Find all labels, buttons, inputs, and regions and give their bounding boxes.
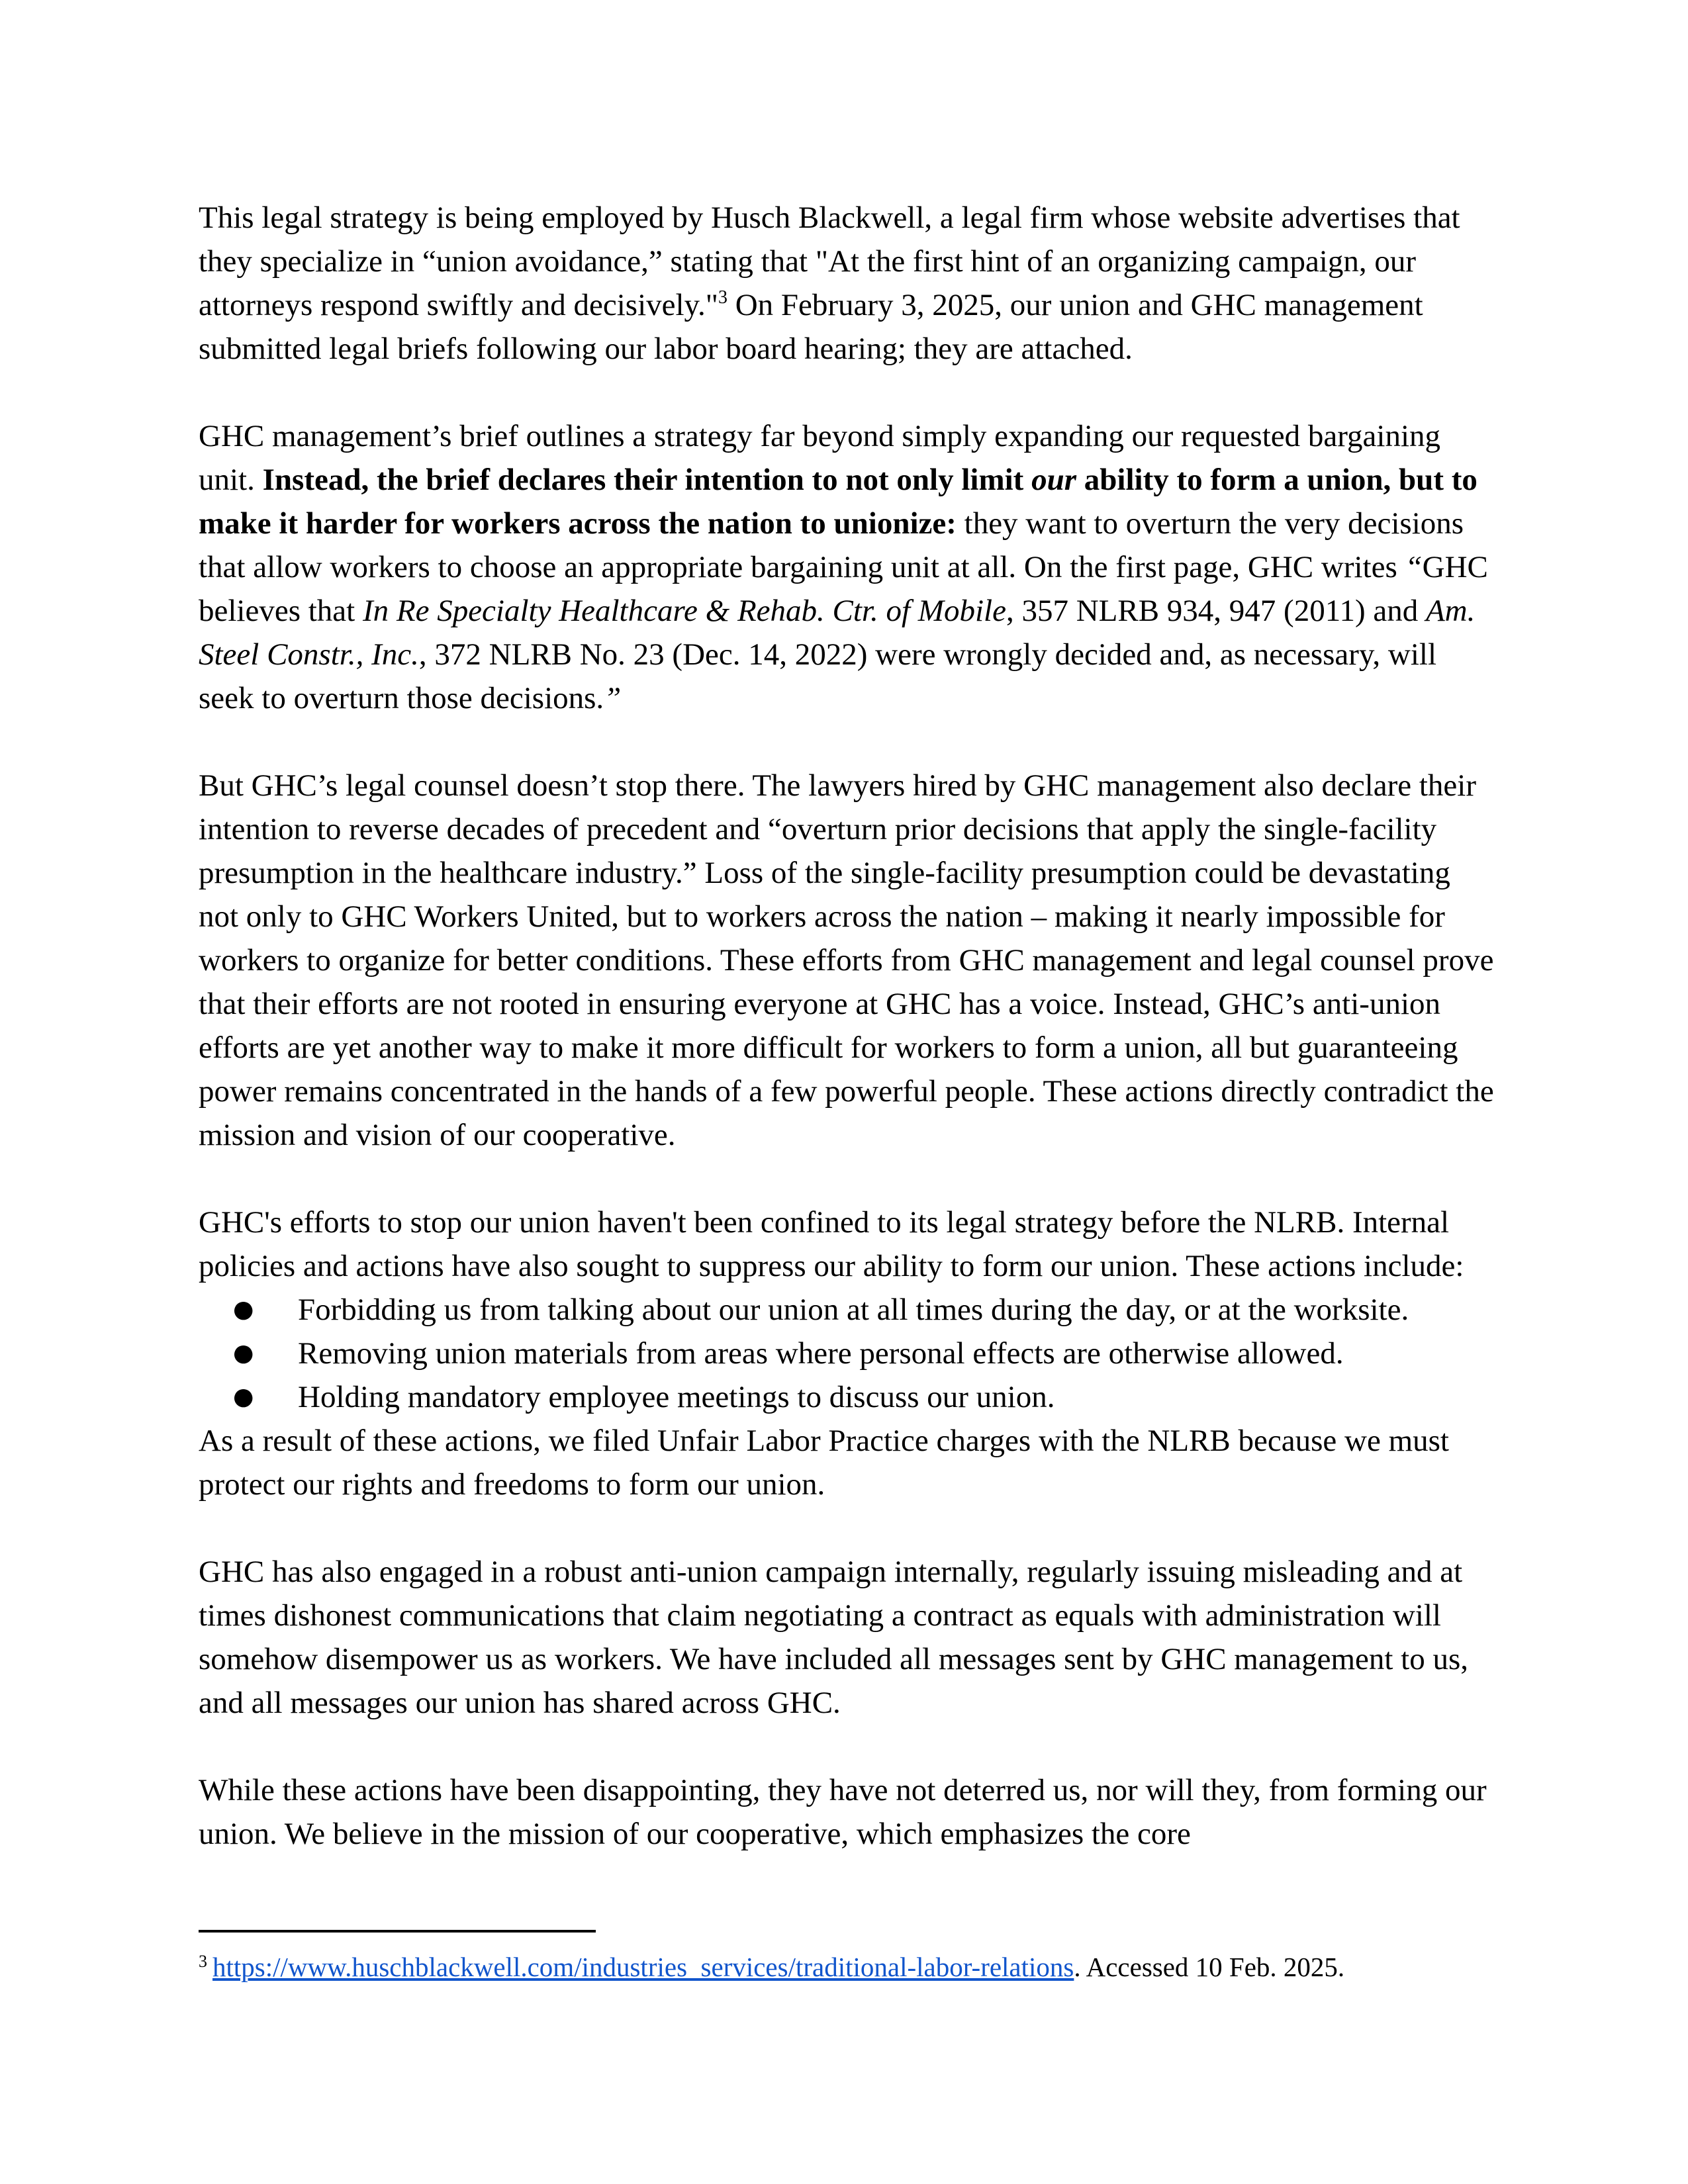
paragraph-intro: GHC's efforts to stop our union haven't been confined to its legal strategy before the NLRB. Internal policies and actions have also sought to suppress our ability to form our union. These actions include: [199,1205,1464,1283]
footnote-reference[interactable]: 3 [718,287,727,308]
bullet-icon: ● [233,1296,254,1323]
quoted-text: , 357 NLRB 934, 947 (2011) and [1006,594,1426,628]
footnote [199,1948,1496,1985]
quoted-text: , 372 NLRB No. 23 (Dec. 14, 2022) were wrongly decided and, as necessary, will seek to overturn those decisions. [199,637,1437,715]
paragraph-legal-counsel: But GHC’s legal counsel doesn’t stop there. The lawyers hired by GHC management also declare their intention to reverse decades of precedent and “overturn prior decisions that apply the single-facility presumption in the healthcare industry.” Loss of the single-facility presumption could be devastating not only to GHC Workers United, but to workers across the nation – making it nearly impossible for workers to organize for better conditions. These efforts from GHC management and legal counsel prove that their efforts are not rooted in ensuring everyone at GHC has a voice. Instead, GHC’s anti-union efforts are yet another way to make it more difficult for workers to form a union, all but guaranteeing power remains concentrated in the hands of a few powerful people. These actions directly contradict the mission and vision of our cooperative. [199,768,1494,1152]
paragraph-outro: As a result of these actions, we filed Unfair Labor Practice charges with the NLRB because we must protect our rights and freedoms to form our union. [199,1424,1449,1502]
bullet-icon: ● [233,1340,254,1367]
bold-italic-emphasis: our [1031,463,1077,497]
list-item-text: Holding mandatory employee meetings to discuss our union. [298,1380,1055,1414]
paragraph-internal-policies [199,1201,1496,1506]
paragraph-management-brief [199,414,1496,720]
list-item [199,1332,1496,1375]
paragraph-not-deterred: While these actions have been disappointing, they have not deterred us, nor will they, from forming our union. We believe in the mission of our cooperative, which emphasizes the core [199,1773,1487,1851]
quoted-text: GHC believes that [199,550,1488,628]
paragraph-text: GHC management’s brief outlines a strategy far beyond simply expanding our requested bargaining unit. [199,419,1441,497]
actions-list [199,1288,1496,1419]
footnote-suffix: . Accessed 10 Feb. 2025. [1074,1952,1345,1982]
list-item [199,1288,1496,1332]
paragraph-husch-blackwell [199,196,1496,371]
paragraph-anti-union-campaign: GHC has also engaged in a robust anti-union campaign internally, regularly issuing misleading and at times dishonest communications that claim negotiating a contract as equals with administration will somehow disempower us as workers. We have included all messages sent by GHC management to us, and all messages our union has shared across GHC. [199,1555,1469,1720]
document-body [199,196,1496,1856]
case-citation: In Re Specialty Healthcare & Rehab. Ctr. of Mobile [362,594,1006,628]
paragraph-text: This legal strategy is being employed by Husch Blackwell, a legal firm whose website advertises that they specialize in “union avoidance,” stating that "At the first hint of an organizing campaign, our attorneys respond swiftly and decisively." [199,201,1460,322]
bold-text: Instead, the brief declares their intention to not only limit [262,463,1032,497]
footnote-number: 3 [199,1952,207,1971]
quote-mark-close: ” [604,681,622,715]
bold-text: ability to form a union, but to make it harder for workers across the nation to unionize: [199,463,1477,541]
quote-mark-open: “ [1405,550,1423,584]
bullet-icon: ● [233,1383,254,1410]
case-citation: Am. Steel Constr., Inc. [199,594,1476,672]
footnote-divider [199,1930,596,1933]
footnote-link[interactable]: https://www.huschblackwell.com/industries_services/traditional-labor-relations [212,1952,1074,1982]
paragraph-text: they want to overturn the very decisions that allow workers to choose an appropriate bargaining unit at all. On the first page, GHC writes [199,506,1464,584]
list-item-text: Forbidding us from talking about our union at all times during the day, or at the worksite. [298,1293,1409,1327]
list-item-text: Removing union materials from areas where personal effects are otherwise allowed. [298,1336,1344,1371]
paragraph-text: On February 3, 2025, our union and GHC management submitted legal briefs following our labor board hearing; they are attached. [199,288,1423,366]
list-item [199,1375,1496,1419]
